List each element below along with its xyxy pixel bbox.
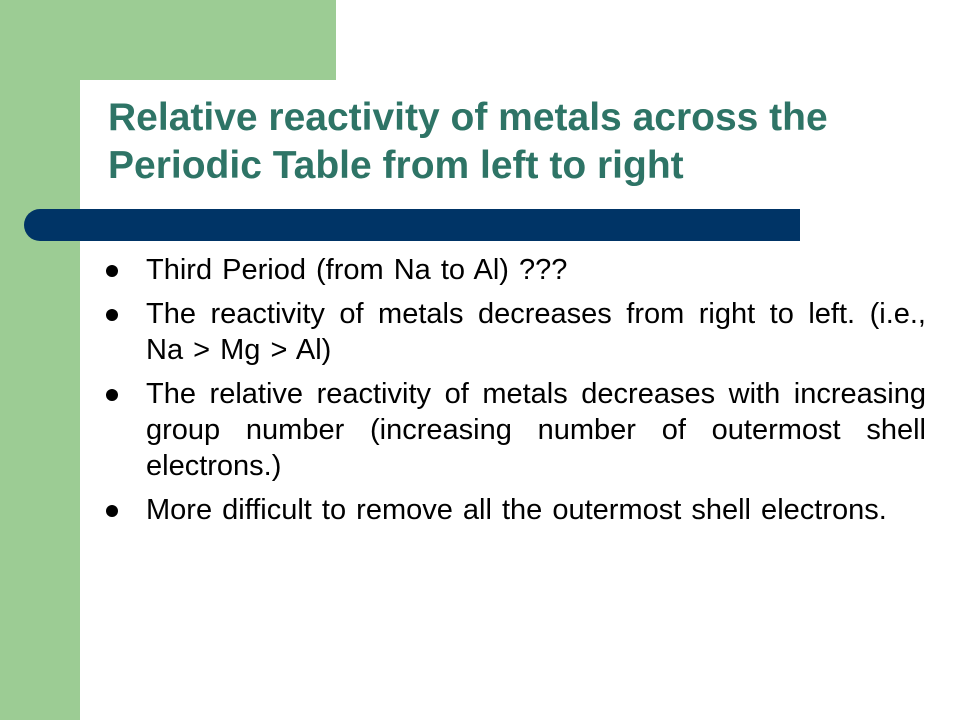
bullet-dot-icon — [106, 265, 118, 277]
bullet-text: The relative reactivity of metals decreases with increasing group number (increasing number of outermost shell electrons.) — [146, 378, 926, 482]
bullet-item — [106, 252, 926, 288]
bullet-text: Third Period (from Na to Al) ??? — [146, 254, 568, 286]
bullet-item — [106, 376, 926, 484]
top-green-block — [80, 0, 336, 80]
bullet-dot-icon — [106, 505, 118, 517]
left-green-band — [0, 0, 80, 720]
bullet-list — [106, 252, 926, 536]
slide-title: Relative reactivity of metals across the Periodic Table from left to right — [108, 96, 828, 187]
bullet-dot-icon — [106, 389, 118, 401]
bullet-text: The reactivity of metals decreases from right to left. (i.e., Na > Mg > Al) — [146, 298, 926, 366]
bullet-text: More difficult to remove all the outermost shell electrons. — [146, 494, 887, 526]
bullet-item — [106, 492, 926, 528]
bullet-item — [106, 296, 926, 368]
title-underline-bar — [24, 209, 800, 241]
bullet-dot-icon — [106, 309, 118, 321]
